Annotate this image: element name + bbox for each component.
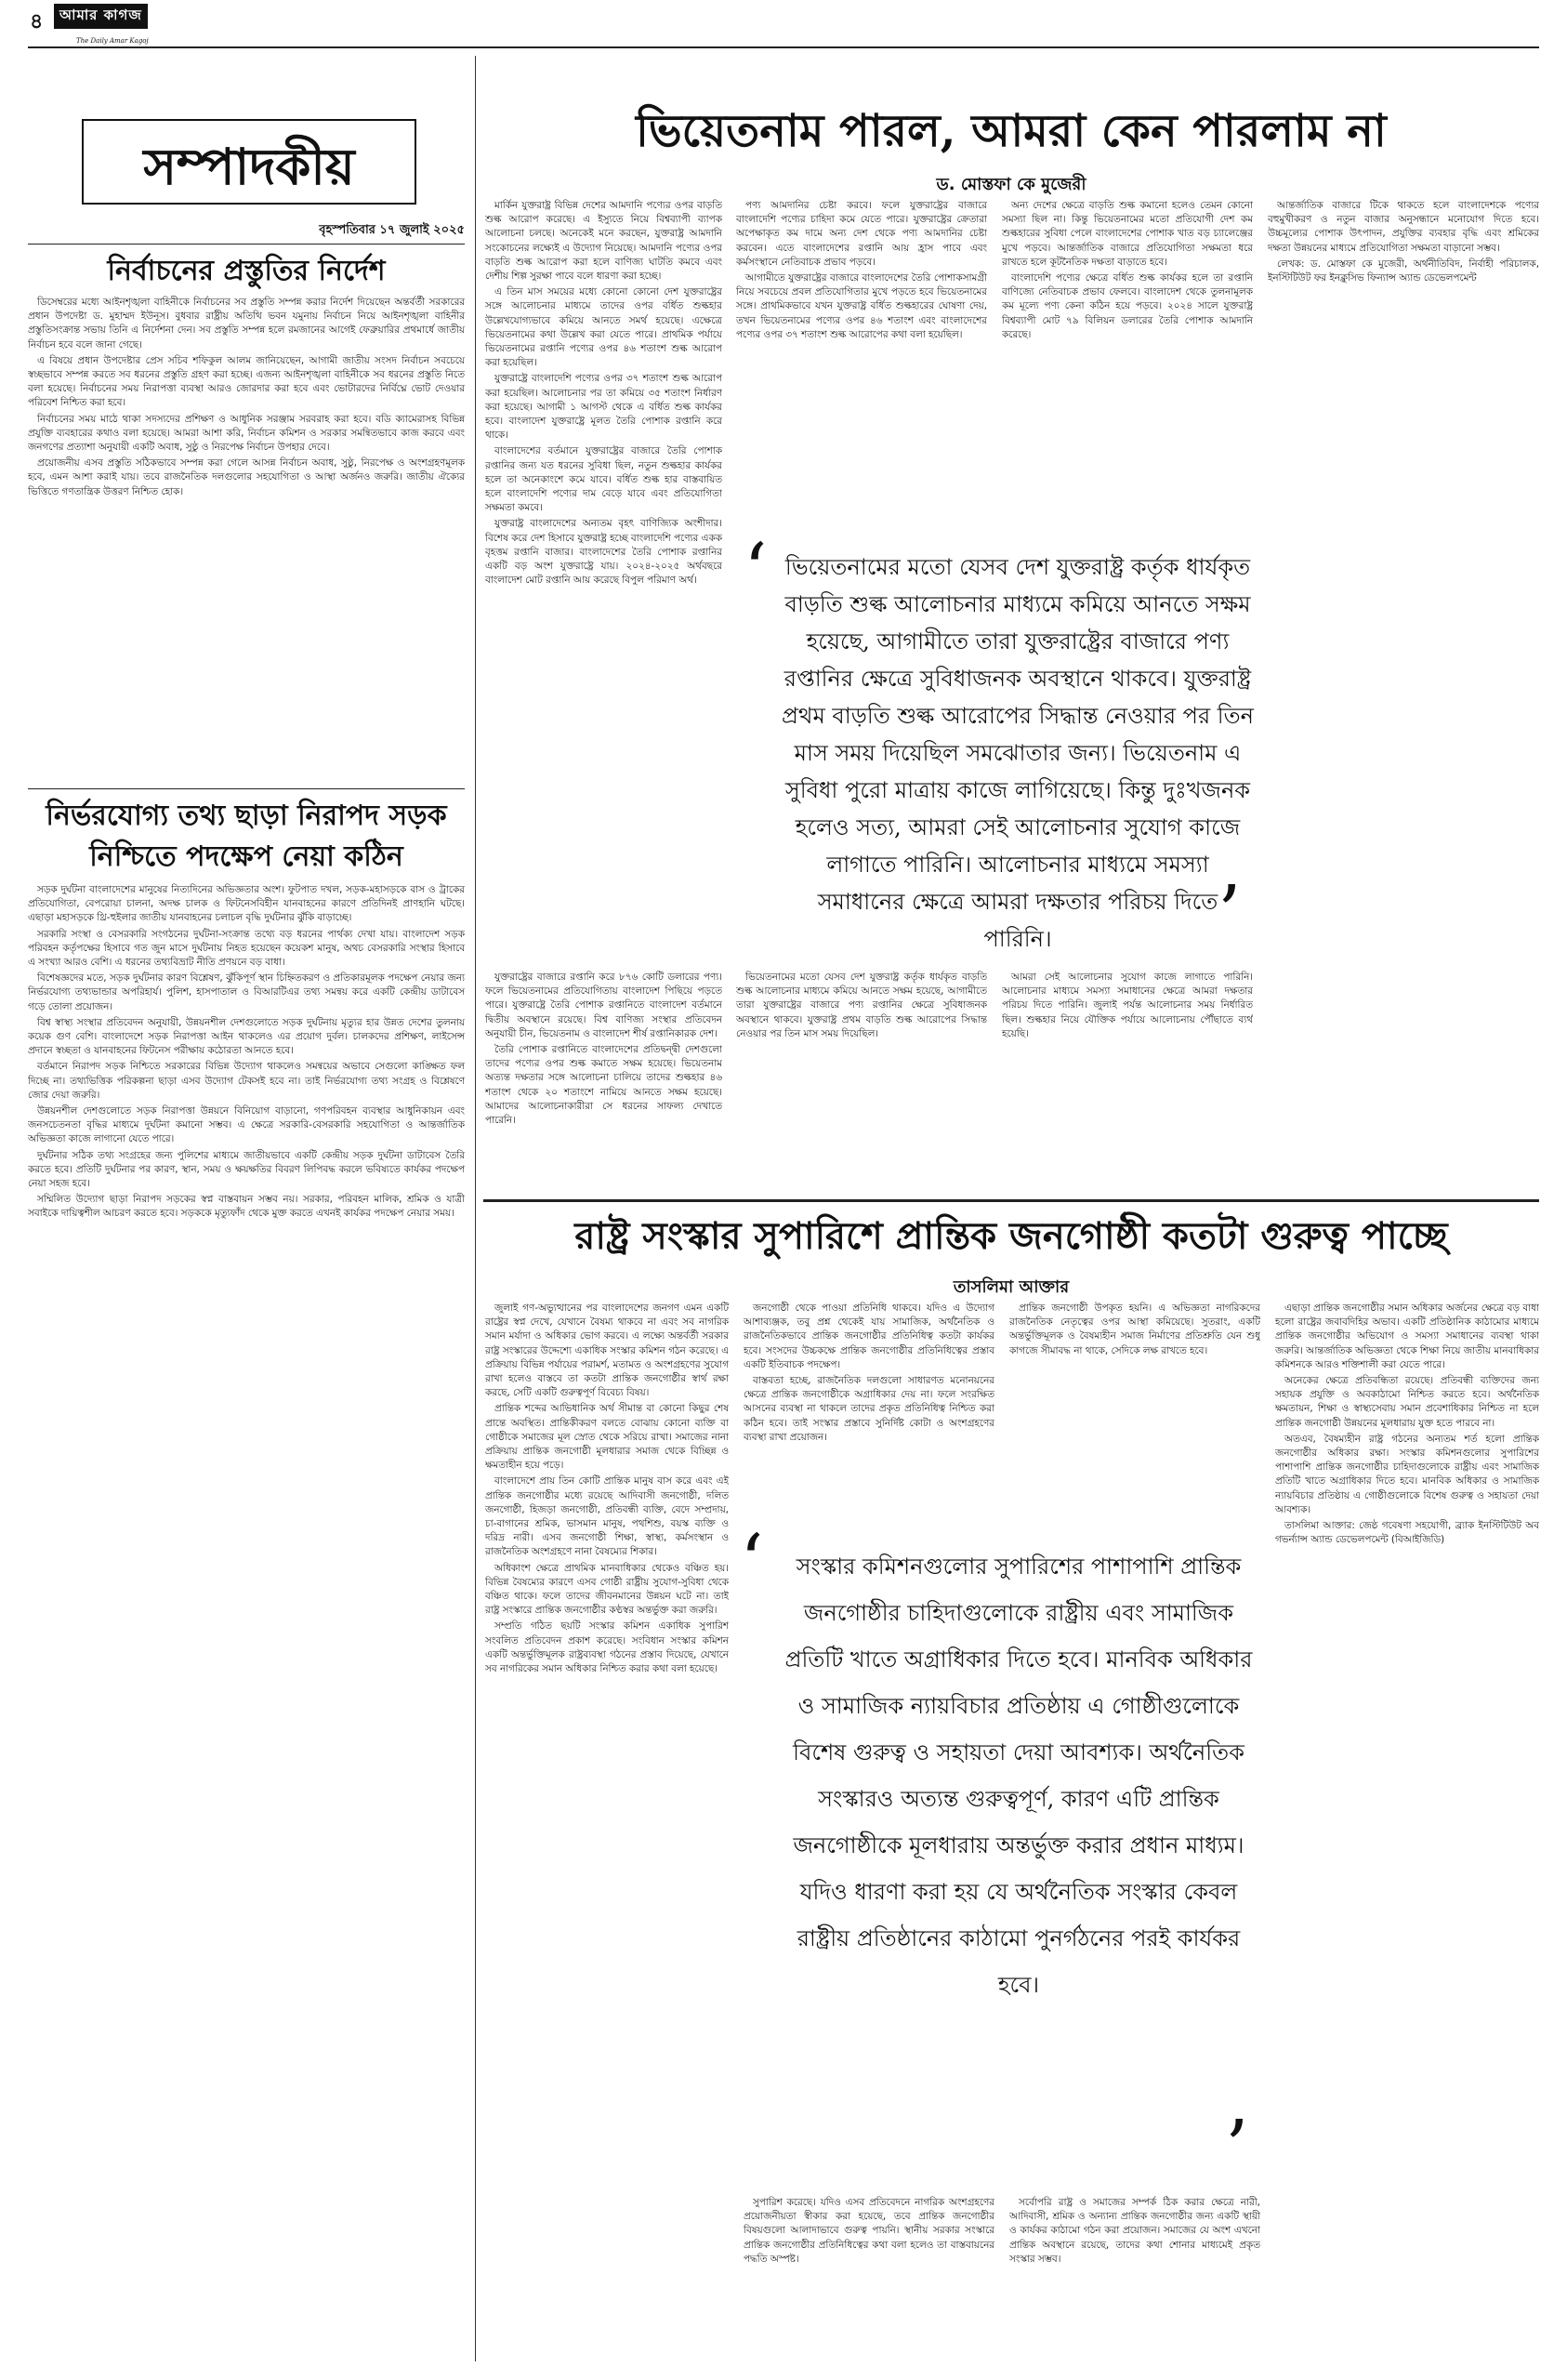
paragraph: অধিকাংশ ক্ষেত্রে প্রাথমিক মানবাধিকার থেকেও বঞ্চিত হয়। বিভিন্ন বৈষম্যের কারণে এসব গোষ্ঠী রাষ্ট্রীয় সুযোগ-সুবিধা থেকে বঞ্চিত থাকে। ফলে তাদের জীবনমানের উন্নয়ন ঘটে না। তাই রাষ্ট্র সংস্কারে প্রান্তিক জনগোষ্ঠীর কণ্ঠস্বর অন্তর্ভুক্ত করা জরুরি। [485, 1562, 729, 1617]
editorial-article2-headline: নির্ভরযোগ্য তথ্য ছাড়া নিরাপদ সড়ক নিশ্চিতে পদক্ষেপ নেয়া কঠিন [46, 800, 447, 873]
paragraph: সড়ক দুর্ঘটনা বাংলাদেশের মানুষের নিত্যদিনের অভিজ্ঞতার অংশ। ফুটপাত দখল, সড়ক-মহাসড়কে বাস ও ট্রাকের প্রতিযোগিতা, বেপরোয়া চালনা, অদক্ষ চালক ও ফিটনেসবিহীন যানবাহনের কারণে প্রতিদিনই প্রাণহানি ঘটছে। এছাড়া মহাসড়কে থ্রি-হুইলার জাতীয় যানবাহনের চলাচল বৃদ্ধি দুর্ঘটনার ঝুঁকি বাড়াচ্ছে। [28, 884, 465, 924]
paragraph: তাসলিমা আক্তার: জেষ্ঠ গবেষণা সহযোগী, ব্র্যাক ইনস্টিটিউট অব গভর্ন্যান্স অ্যান্ড ডেভেলপমেন্ট (বিআইজিডি) [1275, 1520, 1539, 1546]
paragraph: লেখক: ড. মোস্তফা কে মুজেরী, অর্থনীতিবিদ, নির্বাহী পরিচালক, ইনস্টিটিউট ফর ইনক্লুসিভ ফিন্যান্স অ্যান্ড ডেভেলপমেন্ট [1268, 258, 1539, 284]
feature1-col1-bottom [485, 971, 722, 1192]
editorial-date-rule [28, 244, 465, 245]
paragraph: অতএব, বৈষম্যহীন রাষ্ট্র গঠনের অন্যতম শর্ত হলো প্রান্তিক জনগোষ্ঠীর অধিকার রক্ষা। সংস্কার কমিশনগুলোর সুপারিশের পাশাপাশি প্রান্তিক জনগোষ্ঠীর চাহিদাগুলোকে রাষ্ট্রীয় এবং সামাজিক প্রতিটি খাতে অগ্রাধিকার দিতে হবে। মানবিক অধিকার ও সামাজিক ন্যায়বিচার প্রতিষ্ঠায় এ গোষ্ঠীগুলোকে বিশেষ গুরুত্ব ও সহায়তা দেয়া আবশ্যক। [1275, 1433, 1539, 1515]
paragraph: বিশ্ব স্বাস্থ্য সংস্থার প্রতিবেদন অনুযায়ী, উন্নয়নশীল দেশগুলোতে সড়ক দুর্ঘটনায় মৃত্যুর হার উন্নত দেশের তুলনায় কয়েক গুণ বেশি। বাংলাদেশে সড়ক নিরাপত্তা আইন থাকলেও এর প্রয়োগ দুর্বল। চালকদের প্রশিক্ষণ, লাইসেন্স প্রদানে স্বচ্ছতা ও যানবাহনের ফিটনেস পরীক্ষায় কঠোরতা আনতে হবে। [28, 1016, 465, 1057]
feature2-col2 [744, 1302, 994, 1515]
paragraph: প্রান্তিক শব্দের আভিধানিক অর্থ সীমান্ত বা কোনো কিছুর শেষ প্রান্তে অবস্থিত। প্রান্তিকীকরণ বলতে বোঝায় কোনো ব্যক্তি বা গোষ্ঠীকে সমাজের মূল স্রোত থেকে সরিয়ে রাখা। সমাজের নানা প্রক্রিয়ায় প্রান্তিক জনগোষ্ঠী মূলধারার সমাজ থেকে বিচ্ছিন্ন ও ক্ষমতাহীন হয়ে পড়ে। [485, 1403, 729, 1472]
feature2-quote-open-icon: ‘ [740, 1518, 764, 1605]
feature2-quote-close-icon: ’ [1225, 2104, 1249, 2190]
paragraph: নির্বাচনের সময় মাঠে থাকা সদস্যদের প্রশিক্ষণ ও আধুনিক সরঞ্জাম সরবরাহ করা হবে। বডি ক্যামেরাসহ বিভিন্ন প্রযুক্তি ব্যবহারের কথাও বলা হয়েছে। আমরা আশা করি, নির্বাচন কমিশন ও সরকার সমন্বিতভাবে কাজ করবে এবং জনগণের প্রত্যাশা অনুযায়ী একটি অবাধ, সুষ্ঠু ও নিরপেক্ষ নির্বাচন উপহার দেবে। [28, 413, 465, 454]
feature1-quote-close-icon: ’ [1218, 869, 1242, 956]
feature2-pull-quote: সংস্কার কমিশনগুলোর সুপারিশের পাশাপাশি প্রান্তিক জনগোষ্ঠীর চাহিদাগুলোকে রাষ্ট্রীয় এবং সামাজিক প্রতিটি খাতে অগ্রাধিকার দিতে হবে। মানবিক অধিকার ও সামাজিক ন্যায়বিচার প্রতিষ্ঠায় এ গোষ্ঠীগুলোকে বিশেষ গুরুত্ব ও সহায়তা দেয়া আবশ্যক। অর্থনৈতিক সংস্কারও অত্যন্ত গুরুত্বপূর্ণ, কারণ এটি প্রান্তিক জনগোষ্ঠীকে মূলধারায় অন্তর্ভুক্ত করার প্রধান মাধ্যম। যদিও ধারণা করা হয় যে অর্থনৈতিক সংস্কার কেবল রাষ্ট্রীয় প্রতিষ্ঠানের কাঠামো পুনর্গঠনের পরই কার্যকর হবে। [784, 1554, 1253, 1998]
logo-title: আমার কাগজ [54, 4, 148, 29]
paragraph: যুক্তরাষ্ট্র বাংলাদেশের অন্যতম বৃহৎ বাণিজ্যিক অংশীদার। বিশেষ করে দেশ হিসাবে যুক্তরাষ্ট্র হচ্ছে বাংলাদেশি পণ্যের একক বৃহত্তম রপ্তানি বাজার। বাংলাদেশের তৈরি পোশাক রপ্তানির একটি বড় অংশ যুক্তরাষ্ট্রে যায়। ২০২৪-২০২৫ অর্থবছরে বাংলাদেশ মোট রপ্তানি আয় করেছে বিপুল পরিমাণ অর্থ। [485, 518, 722, 587]
feature1-col2-bottom [736, 971, 987, 1192]
feature1-pull-quote: ভিয়েতনামের মতো যেসব দেশ যুক্তরাষ্ট্র কর্তৃক ধার্যকৃত বাড়তি শুল্ক আলোচনার মাধ্যমে কমিয়ে আনতে সক্ষম হয়েছে, আগামীতে তারা যুক্তরাষ্ট্রের বাজারে পণ্য রপ্তানির ক্ষেত্রে সুবিধাজনক অবস্থানে থাকবে। যুক্তরাষ্ট্র প্রথম বাড়তি শুল্ক আরোপের সিদ্ধান্ত নেওয়ার পর তিন মাস সময় দিয়েছিল সমঝোতার জন্য। ভিয়েতনাম এ সুবিধা পুরো মাত্রায় কাজে লাগিয়েছে। কিন্তু দুঃখজনক হলেও সত্য, আমরা সেই আলোচনার সুযোগ কাজে লাগাতে পারিনি। আলোচনার মাধ্যমে সমস্যা সমাধানের ক্ষেত্রে আমরা দক্ষতার পরিচয় দিতে পারিনি। [782, 554, 1254, 952]
feature1-col3-bottom [1002, 971, 1253, 1192]
feature1-col3 [1002, 199, 1253, 534]
paragraph: প্রয়োজনীয় এসব প্রস্তুতি সঠিকভাবে সম্পন্ন করা গেলে আসন্ন নির্বাচন অবাধ, সুষ্ঠু, নিরপেক্ষ ও অংশগ্রহণমূলক হবে, এমন আশা করাই যায়। তবে রাজনৈতিক দলগুলোর সহযোগিতা ও আস্থা অর্জনও জরুরি। জাতীয় ঐক্যের ভিত্তিতে গণতান্ত্রিক উত্তরণ নিশ্চিত হোক। [28, 457, 465, 497]
paragraph: বাংলাদেশের বর্তমানে যুক্তরাষ্ট্রের বাজারে তৈরি পোশাক রপ্তানির জন্য যত ধরনের সুবিধা ছিল, নতুন শুল্কহার কার্যকর হলে তা অনেকাংশে কমে যাবে। বর্ধিত শুল্ক হার বাস্তবায়িত হলে বাংলাদেশি পণ্যের দাম বেড়ে যাবে এবং প্রতিযোগিতা সক্ষমতা কমবে। [485, 445, 722, 514]
paragraph: এ বিষয়ে প্রধান উপদেষ্টার প্রেস সচিব শফিকুল আলম জানিয়েছেন, আগামী জাতীয় সংসদ নির্বাচন সবচেয়ে স্বচ্ছভাবে সম্পন্ন করতে সব ধরনের প্রস্তুতি গ্রহণ করা হচ্ছে। এজন্য আইনশৃঙ্খলা বাহিনীকে সব ধরনের প্রস্তুতি নিতে বলা হয়েছে। নির্বাচনের সময় নিরাপত্তা ব্যবস্থা আরও জোরদার করা হবে এবং ভোটারদের নির্বিঘ্নে ভোট দেওয়ার পরিবেশ নিশ্চিত করা হবে। [28, 354, 465, 409]
masthead-rule [28, 46, 1539, 48]
feature1-col1 [485, 199, 722, 971]
paragraph: বর্তমানে নিরাপদ সড়ক নিশ্চিতে সরকারের বিভিন্ন উদ্যোগ থাকলেও সমন্বয়ের অভাবে সেগুলো কাঙ্ক্ষিত ফল দিচ্ছে না। তথ্যভিত্তিক পরিকল্পনা ছাড়া এসব উদ্যোগ টেকসই হবে না। তাই নির্ভরযোগ্য তথ্য সংগ্রহ ও বিশ্লেষণে জোর দেয়া জরুরি। [28, 1061, 465, 1101]
feature2-col1 [485, 1302, 729, 2352]
paragraph: যুক্তরাষ্ট্রের বাজারে রপ্তানি করে ৮৭৬ কোটি ডলারের পণ্য। ফলে ভিয়েতনামের প্রতিযোগিতায় বাংলাদেশ পিছিয়ে পড়তে পারে। যুক্তরাষ্ট্রে তৈরি পোশাক রপ্তানিতে বাংলাদেশ বর্তমানে দ্বিতীয় অবস্থানে রয়েছে। বিশ্ব বাণিজ্য সংস্থার প্রতিবেদন অনুযায়ী চীন, ভিয়েতনাম ও বাংলাদেশ শীর্ষ রপ্তানিকারক দেশ। [485, 972, 722, 1039]
paragraph: এ তিন মাস সময়ের মধ্যে কোনো কোনো দেশ যুক্তরাষ্ট্রের সঙ্গে আলোচনার মাধ্যমে তাদের ওপর বর্ধিত শুল্কহার উল্লেখযোগ্যভাবে কমিয়ে আনতে সমর্থ হয়েছে। এক্ষেত্রে ভিয়েতনামের কথা উল্লেখ করা যেতে পারে। প্রাথমিক পর্যায়ে ভিয়েতনামের রপ্তানি পণ্যের ওপর ৪৬ শতাংশ শুল্ক আরোপ করা হয়েছিল। [485, 286, 722, 369]
feature1-col4 [1268, 199, 1539, 1192]
paragraph: যুক্তরাষ্ট্রে বাংলাদেশি পণ্যের ওপর ৩৭ শতাংশ শুল্ক আরোপ করা হয়েছিল। আলোচনার পর তা কমিয়ে ৩৫ শতাংশ নির্ধারণ করা হয়েছে। আগামী ১ আগস্ট থেকে এ বর্ধিত শুল্ক কার্যকর হবে। বাংলাদেশ যুক্তরাষ্ট্রে মূলত তৈরি পোশাক রপ্তানি করে থাকে। [485, 373, 722, 442]
paragraph: সম্মিলিত উদ্যোগ ছাড়া নিরাপদ সড়কের স্বপ্ন বাস্তবায়ন সম্ভব নয়। সরকার, পরিবহন মালিক, শ্রমিক ও যাত্রী সবাইকে দায়িত্বশীল আচরণ করতে হবে। সড়ককে মৃত্যুফাঁদ থেকে মুক্ত করতে এখনই কার্যকর পদক্ষেপ নেয়ার সময়। [28, 1194, 465, 1220]
editorial-separator [28, 788, 465, 789]
column-rule [475, 56, 476, 2361]
paragraph: সরকারি সংস্থা ও বেসরকারি সংগঠনের দুর্ঘটনা-সংক্রান্ত তথ্যে বড় ধরনের পার্থক্য দেখা যায়। বাংলাদেশ সড়ক পরিবহন কর্তৃপক্ষের হিসাবে গত জুন মাসে দুর্ঘটনায় নিহত হয়েছেন কয়েকশ মানুষ, অথচ বেসরকারি সংস্থার হিসাবে এ সংখ্যা আরও বেশি। এ ধরনের তথ্যবিভ্রাট নীতি প্রণয়নে বড় বাধা। [28, 928, 465, 969]
paragraph: ডিসেম্বরের মধ্যে আইনশৃঙ্খলা বাহিনীকে নির্বাচনের সব প্রস্তুতি সম্পন্ন করার নির্দেশ দিয়েছেন অন্তর্বর্তী সরকারের প্রধান উপদেষ্টা ড. মুহাম্মদ ইউনূস। বুধবার রাষ্ট্রীয় অতিথি ভবন যমুনায় নির্বাচন নিয়ে আইনশৃঙ্খলা বাহিনীর প্রস্তুতিসংক্রান্ত সভায় তিনি এ নির্দেশনা দেন। সব প্রস্তুতি সম্পন্ন হলে রমজানের আগেই ফেব্রুয়ারির প্রথমার্ধে জাতীয় নির্বাচন হবে বলে জানা গেছে। [28, 297, 465, 350]
paragraph: আন্তর্জাতিক বাজারে টিকে থাকতে হলে বাংলাদেশকে পণ্যের বহুমুখীকরণ ও নতুন বাজার অনুসন্ধানে মনোযোগ দিতে হবে। উচ্চমূল্যের পোশাক উৎপাদন, প্রযুক্তির ব্যবহার বৃদ্ধি এবং শ্রমিকের দক্ষতা উন্নয়নের মাধ্যমে প্রতিযোগিতা সক্ষমতা বাড়ানো সম্ভব। [1268, 200, 1539, 254]
paragraph: মার্কিন যুক্তরাষ্ট্র বিভিন্ন দেশের আমদানি পণ্যের ওপর বাড়তি শুল্ক আরোপ করেছে। এ ইস্যুতে নিয়ে বিশ্বব্যাপী ব্যাপক আলোচনা চলছে। অনেকেই মনে করছেন, যুক্তরাষ্ট্র আমদানি সংকোচনের লক্ষ্যেই এ উদ্যোগ নিয়েছে। আমদানি পণ্যের ওপর বাড়তি শুল্ক আরোপ করা হলে বাণিজ্য ঘাটতি কমবে এবং দেশীয় শিল্প সুরক্ষা পাবে বলে ধারণা করা হচ্ছে। [485, 200, 722, 283]
page-number: ৪ [30, 9, 44, 33]
feature2-col3 [1009, 1302, 1260, 1515]
paragraph: প্রান্তিক জনগোষ্ঠী উপকৃত হয়নি। এ অভিজ্ঞতা নাগরিকদের রাজনৈতিক নেতৃত্বের ওপর আস্থা কমিয়েছে। সুতরাং, একটি অন্তর্ভুক্তিমূলক ও বৈষম্যহীন সমাজ নির্মাণের প্রতিশ্রুতি যেন শুধু কাগজে সীমাবদ্ধ না থাকে, সেদিকে লক্ষ রাখতে হবে। [1009, 1302, 1260, 1356]
editorial-article1-body [28, 296, 465, 785]
paragraph: উন্নয়নশীল দেশগুলোতে সড়ক নিরাপত্তা উন্নয়নে বিনিয়োগ বাড়ানো, গণপরিবহন ব্যবস্থার আধুনিকায়ন এবং জনসচেতনতা বৃদ্ধির মাধ্যমে দুর্ঘটনা কমানো সম্ভব। এ ক্ষেত্রে সরকারি-বেসরকারি সহযোগিতা ও আন্তর্জাতিক অভিজ্ঞতা কাজে লাগানো যেতে পারে। [28, 1105, 465, 1145]
editorial-date: বৃহস্পতিবার ১৭ জুলাই ২০২৫ [319, 223, 465, 237]
feature2-author: তাসলিমা আক্তার [953, 1277, 1070, 1297]
paragraph: দুর্ঘটনার সঠিক তথ্য সংগ্রহের জন্য পুলিশের মাধ্যমে জাতীয়ভাবে একটি কেন্দ্রীয় সড়ক দুর্ঘটনা ডাটাবেস তৈরি করতে হবে। প্রতিটি দুর্ঘটনার পর কারণ, স্থান, সময় ও ক্ষয়ক্ষতির বিবরণ লিপিবদ্ধ করলে ভবিষ্যতে কার্যকর পদক্ষেপ নেয়া সহজ হবে। [28, 1149, 465, 1190]
paragraph: আগামীতে যুক্তরাষ্ট্রের বাজারে বাংলাদেশের তৈরি পোশাকসামগ্রী নিয়ে সবচেয়ে প্রবল প্রতিযোগিতার মুখে পড়তে হবে ভিয়েতনামের সঙ্গে। প্রাথমিকভাবে যখন যুক্তরাষ্ট্র বর্ধিত শুল্কহারের ঘোষণা দেয়, তখন ভিয়েতনামের পণ্যের ওপর ৪৬ শতাংশ এবং বাংলাদেশের পণ্যের ওপর ৩৭ শতাংশ শুল্ক আরোপের কথা বলা হয়েছিল। [736, 272, 987, 340]
paragraph: আমরা সেই আলোচনার সুযোগ কাজে লাগাতে পারিনি। আলোচনার মাধ্যমে সমস্যা সমাধানের ক্ষেত্রে আমরা দক্ষতার পরিচয় দিতে পারিনি। জুলাই পর্যন্ত আলোচনার সময় নির্ধারিত ছিল। শুল্কহার নিয়ে যৌক্তিক পর্যায়ে আলোচনায় পৌঁছাতে ব্যর্থ হয়েছি। [1002, 972, 1253, 1039]
feature2-col3-bottom [1009, 2196, 1260, 2352]
paragraph: সম্প্রতি গঠিত ছয়টি সংস্কার কমিশন একাধিক সুপারিশ সংবলিত প্রতিবেদন প্রকাশ করেছে। সংবিধান সংস্কার কমিশন একটি অন্তর্ভুক্তিমূলক রাষ্ট্রব্যবস্থা গঠনের প্রস্তাব দিয়েছে, যেখানে সব নাগরিকের সমান অধিকার নিশ্চিত করার কথা বলা হয়েছে। [485, 1620, 729, 1675]
paragraph: অন্য দেশের ক্ষেত্রে বাড়তি শুল্ক কমানো হলেও তেমন কোনো সমস্যা ছিল না। কিন্তু ভিয়েতনামের মতো প্রতিযোগী দেশ কম শুল্কহারের সুবিধা পেলে বাংলাদেশের পোশাক খাত বড় চ্যালেঞ্জের মুখে পড়বে। আন্তর্জাতিক বাজারে প্রতিযোগিতা সক্ষমতা ধরে রাখতে হলে কূটনৈতিক দক্ষতা বাড়াতে হবে। [1002, 200, 1253, 268]
feature1-quote-open-icon: ‘ [744, 527, 768, 614]
feature1-headline: ভিয়েতনাম পারল, আমরা কেন পারলাম না [636, 105, 1387, 157]
editorial-article2-body [28, 883, 465, 2352]
paragraph: বাংলাদেশি পণ্যের ক্ষেত্রে বর্ধিত শুল্ক কার্যকর হলে তা রপ্তানি বাণিজ্যে নেতিবাচক প্রভাব ফেলবে। বাংলাদেশ থেকে তুলনামূলক কম মূল্যে পণ্য কেনা কঠিন হয়ে পড়বে। ২০২৪ সালে যুক্তরাষ্ট্র বিশ্বব্যাপী মোট ৭৯ বিলিয়ন ডলারের তৈরি পোশাক আমদানি করেছে। [1002, 272, 1253, 340]
editorial-section-title: সম্পাদকীয় [143, 137, 355, 196]
paragraph: পণ্য আমদানির চেষ্টা করবে। ফলে যুক্তরাষ্ট্রের বাজারে বাংলাদেশি পণ্যের চাহিদা কমে যেতে পারে। যুক্তরাষ্ট্রের ক্রেতারা অপেক্ষাকৃত কম দামে অন্য দেশ থেকে পণ্য আমদানির চেষ্টা করবেন। এতে বাংলাদেশের রপ্তানি আয় হ্রাস পাবে এবং কর্মসংস্থানে নেতিবাচক প্রভাব পড়বে। [736, 200, 987, 268]
paragraph: ভিয়েতনামের মতো যেসব দেশ যুক্তরাষ্ট্র কর্তৃক ধার্যকৃত বাড়তি শুল্ক আলোচনার মাধ্যমে কমিয়ে আনতে সক্ষম হয়েছে, আগামীতে তারা যুক্তরাষ্ট্রের বাজারে পণ্য রপ্তানির ক্ষেত্রে সুবিধাজনক অবস্থানে থাকবে। যুক্তরাষ্ট্র প্রথম বাড়তি শুল্ক আরোপের সিদ্ধান্ত নেওয়ার পর তিন মাস সময় দিয়েছিল। [736, 972, 987, 1039]
paragraph: অনেকের ক্ষেত্রে প্রতিবন্ধিতা রয়েছে। প্রতিবন্ধী ব্যক্তিদের জন্য সহায়ক প্রযুক্তি ও অবকাঠামো নিশ্চিত করতে হবে। অর্থনৈতিক ক্ষমতায়ন, শিক্ষা ও স্বাস্থ্যসেবায় সমান প্রবেশাধিকার নিশ্চিত না হলে প্রান্তিক জনগোষ্ঠী উন্নয়নের মূলধারায় যুক্ত হতে পারবে না। [1275, 1375, 1539, 1429]
paragraph: এছাড়া প্রান্তিক জনগোষ্ঠীর সমান অধিকার অর্জনের ক্ষেত্রে বড় বাধা হলো রাষ্ট্রের জবাবদিহির অভাব। একটি প্রতিষ্ঠানিক কাঠামোর মাধ্যমে প্রান্তিক জনগোষ্ঠীর অভিযোগ ও সমস্যা সমাধানের ব্যবস্থা থাকা জরুরি। আন্তর্জাতিক অভিজ্ঞতা থেকে শিক্ষা নিয়ে জাতীয় মানবাধিকার কমিশনকে আরও শক্তিশালী করা যেতে পারে। [1275, 1302, 1539, 1370]
paragraph: বাস্তবতা হচ্ছে, রাজনৈতিক দলগুলো সাধারণত মনোনয়নের ক্ষেত্রে প্রান্তিক জনগোষ্ঠীকে অগ্রাধিকার দেয় না। ফলে সংরক্ষিত আসনের ব্যবস্থা না থাকলে তাদের প্রকৃত প্রতিনিধিত্ব নিশ্চিত করা কঠিন হবে। তাই সংস্কার প্রস্তাবে সুনির্দিষ্ট কোটা ও অংশগ্রহণের ব্যবস্থা রাখা প্রয়োজন। [744, 1375, 994, 1443]
feature2-col2-bottom [744, 2196, 994, 2352]
feature1-col2 [736, 199, 987, 534]
paragraph: তৈরি পোশাক রপ্তানিতে বাংলাদেশের প্রতিদ্বন্দ্বী দেশগুলো তাদের পণ্যের ওপর শুল্ক কমাতে সক্ষম হয়েছে। ভিয়েতনাম অত্যন্ত দক্ষতার সঙ্গে আলোচনা চালিয়ে তাদের শুল্কহার ৪৬ শতাংশ থেকে ২০ শতাংশে নামিয়ে আনতে সক্ষম হয়েছে। আমাদের আলোচনাকারীরা সে ধরনের সাফল্য দেখাতে পারেনি। [485, 1044, 722, 1127]
paragraph: জুলাই গণ-অভ্যুত্থানের পর বাংলাদেশের জনগণ এমন একটি রাষ্ট্রের স্বপ্ন দেখে, যেখানে বৈষম্য থাকবে না এবং সব নাগরিক সমান মর্যাদা ও অধিকার ভোগ করবে। এ লক্ষ্যে অন্তর্বর্তী সরকার রাষ্ট্র সংস্কারের উদ্দেশ্যে একাধিক সংস্কার কমিশন গঠন করেছে। এ প্রক্রিয়ায় বিভিন্ন পর্যায়ের পরামর্শ, মতামত ও অংশগ্রহণের সুযোগ রাখা হলেও বাস্তবে তা কতটা প্রান্তিক জনগোষ্ঠীর স্বার্থ রক্ষা করছে, সেটি একটি গুরুত্বপূর্ণ বিবেচ্য বিষয়। [485, 1302, 729, 1399]
feature2-col4 [1275, 1302, 1539, 2352]
paragraph: বাংলাদেশে প্রায় তিন কোটি প্রান্তিক মানুষ বাস করে এবং এই প্রান্তিক জনগোষ্ঠীর মধ্যে রয়েছে আদিবাসী জনগোষ্ঠী, দলিত জনগোষ্ঠী, হিজড়া জনগোষ্ঠী, প্রতিবন্ধী ব্যক্তি, বেদে সম্প্রদায়, চা-বাগানের শ্রমিক, ভাসমান মানুষ, পথশিশু, বয়স্ক ব্যক্তি ও দরিদ্র নারী। এসব জনগোষ্ঠী শিক্ষা, স্বাস্থ্য, কর্মসংস্থান ও রাজনৈতিক অংশগ্রহণে নানা বৈষম্যের শিকার। [485, 1475, 729, 1558]
paragraph: জনগোষ্ঠী থেকে পাওয়া প্রতিনিধি থাকবে। যদিও এ উদ্যোগ আশাব্যঞ্জক, তবু প্রশ্ন থেকেই যায় সামাজিক, অর্থনৈতিক ও রাজনৈতিকভাবে প্রান্তিক জনগোষ্ঠীর প্রতিনিধিত্ব কতটা কার্যকর হবে। সংসদের উচ্চকক্ষে প্রান্তিক জনগোষ্ঠীর প্রতিনিধিত্বের প্রস্তাব একটি ইতিবাচক পদক্ষেপ। [744, 1302, 994, 1370]
paragraph: বিশেষজ্ঞদের মতে, সড়ক দুর্ঘটনার কারণ বিশ্লেষণ, ঝুঁকিপূর্ণ স্থান চিহ্নিতকরণ ও প্রতিকারমূলক পদক্ষেপ নেয়ার জন্য নির্ভরযোগ্য তথ্যভান্ডার অপরিহার্য। পুলিশ, হাসপাতাল ও বিআরটিএর তথ্য সমন্বয় করে একটি কেন্দ্রীয় ডাটাবেস গড়ে তোলা প্রয়োজন। [28, 972, 465, 1012]
editorial-article1-headline: নির্বাচনের প্রস্তুতির নির্দেশ [107, 255, 386, 287]
feature1-author: ড. মোস্তফা কে মুজেরী [936, 175, 1086, 194]
feature2-headline: রাষ্ট্র সংস্কার সুপারিশে প্রান্তিক জনগোষ্ঠী কতটা গুরুত্ব পাচ্ছে [574, 1214, 1448, 1258]
feature-separator [483, 1199, 1539, 1202]
paragraph: সুপারিশ করেছে। যদিও এসব প্রতিবেদনে নাগরিক অংশগ্রহণের প্রয়োজনীয়তা স্বীকার করা হয়েছে, তবে প্রান্তিক জনগোষ্ঠীর বিষয়গুলো আলাদাভাবে গুরুত্ব পায়নি। স্থানীয় সরকার সংস্কারে প্রান্তিক জনগোষ্ঠীর প্রতিনিধিত্বের কথা বলা হলেও তা বাস্তবায়নের পদ্ধতি অস্পষ্ট। [744, 2197, 994, 2265]
newspaper-logo [54, 4, 193, 45]
logo-subtitle: The Daily Amar Kagoj [76, 37, 149, 45]
paragraph: সর্বোপরি রাষ্ট্র ও সমাজের সম্পর্ক ঠিক করার ক্ষেত্রে নারী, আদিবাসী, শ্রমিক ও অন্যান্য প্রান্তিক জনগোষ্ঠীর জন্য একটি স্থায়ী ও কার্যকর কাঠামো গঠন করা প্রয়োজন। সমাজের যে অংশ এখনো প্রান্তিক অবস্থানে রয়েছে, তাদের কথা শোনার মাধ্যমেই প্রকৃত সংস্কার সম্ভব। [1009, 2197, 1260, 2265]
